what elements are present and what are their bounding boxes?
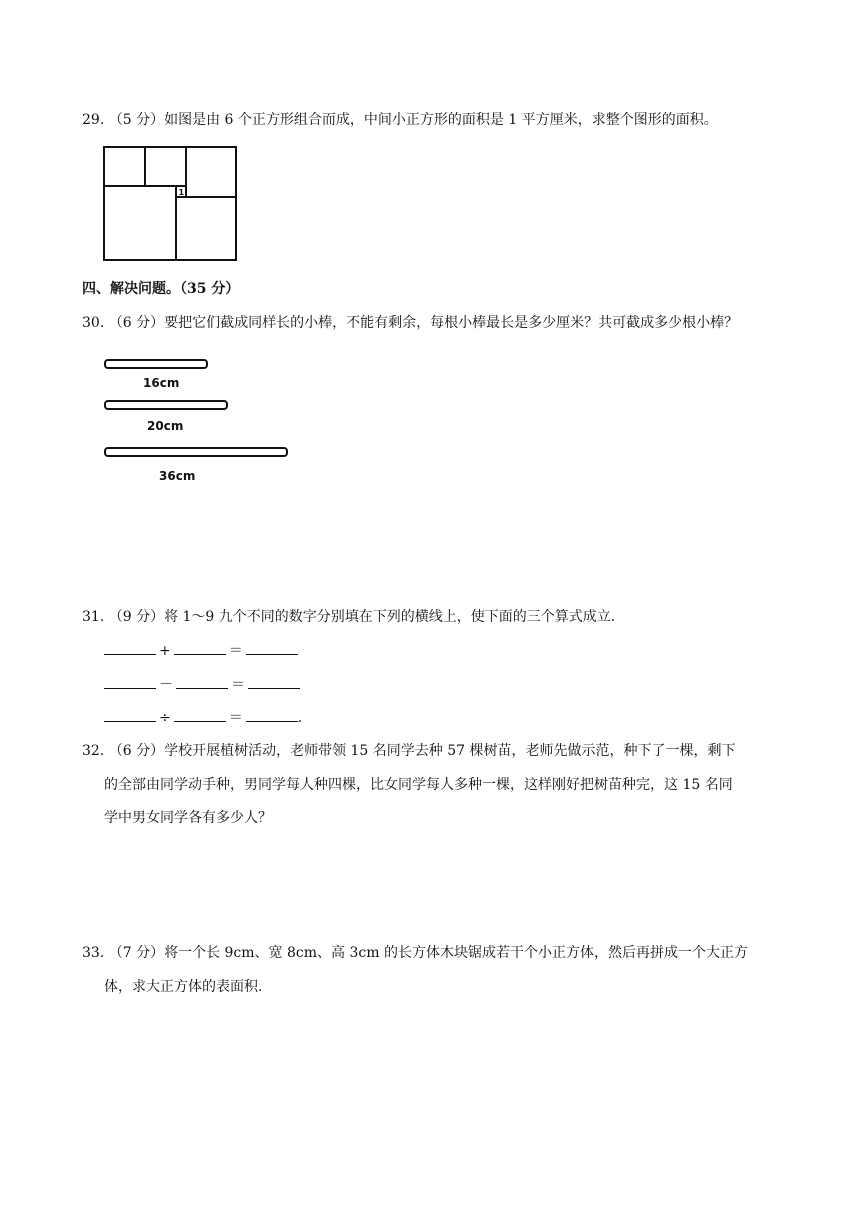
equals-sign: ＝ bbox=[231, 677, 245, 693]
stick-label-16: 16cm bbox=[143, 376, 180, 390]
minus-sign: － bbox=[159, 677, 173, 693]
q33-number: 33. bbox=[82, 945, 105, 961]
period: . bbox=[297, 710, 303, 726]
q31-body: （9 分）将 1～9 九个不同的数字分别填在下列的横线上，使下面的三个算式成立. bbox=[108, 609, 616, 625]
q33-body-1: （7 分）将一个长 9cm、宽 8cm、高 3cm 的长方体木块锯成若干个小正方体，然后再拼成一个大正方 bbox=[108, 945, 748, 961]
blank[interactable] bbox=[246, 707, 298, 722]
q29-body: （5 分）如图是由 6 个正方形组合而成，中间小正方形的面积是 1 平方厘米，求整个图形的面积。 bbox=[108, 112, 718, 128]
equals-sign: ＝ bbox=[228, 643, 243, 659]
outer-square-outline bbox=[104, 147, 236, 260]
section-heading: 四、解决问题。（35 分） bbox=[82, 281, 240, 297]
q30-sticks-figure bbox=[100, 348, 295, 488]
stick-36cm bbox=[105, 448, 287, 456]
blank[interactable] bbox=[174, 707, 226, 722]
q30-text bbox=[82, 313, 738, 333]
q32-number: 32. bbox=[82, 743, 105, 759]
unit-square-label: 1 bbox=[178, 188, 185, 197]
q31-number: 31. bbox=[82, 609, 105, 625]
q30-body: （6 分）要把它们截成同样长的小棒，不能有剩余，每根小棒最长是多少厘米？共可截成多少根小棒？ bbox=[108, 315, 739, 331]
q32-line3: 学中男女同学各有多少人？ bbox=[104, 810, 272, 826]
blank[interactable] bbox=[176, 674, 228, 689]
blank[interactable] bbox=[248, 674, 300, 689]
q30-number: 30. bbox=[82, 315, 105, 331]
q29-number: 29. bbox=[82, 112, 105, 128]
equals-sign: ＝ bbox=[228, 710, 243, 726]
q32-line1 bbox=[82, 741, 736, 761]
q33-line1 bbox=[82, 943, 748, 963]
q32-body-1: （6 分）学校开展植树活动，老师带领 15 名同学去种 57 棵树苗，老师先做示范，种下了一棵，剩下 bbox=[108, 743, 736, 759]
equation-add bbox=[104, 640, 298, 661]
stick-label-20: 20cm bbox=[147, 419, 184, 433]
blank[interactable] bbox=[104, 707, 156, 722]
blank[interactable] bbox=[174, 640, 226, 655]
blank[interactable] bbox=[246, 640, 298, 655]
stick-label-36: 36cm bbox=[159, 469, 196, 483]
divide-sign: ÷ bbox=[159, 710, 171, 726]
q31-text bbox=[82, 607, 615, 627]
stick-20cm bbox=[105, 401, 227, 409]
blank[interactable] bbox=[104, 674, 156, 689]
stick-16cm bbox=[105, 360, 207, 368]
equation-divide bbox=[104, 707, 302, 728]
q33-line2: 体，求大正方体的表面积. bbox=[104, 979, 263, 995]
equation-subtract bbox=[104, 674, 300, 695]
q29-text bbox=[82, 110, 718, 130]
q29-squares-figure bbox=[100, 144, 240, 264]
blank[interactable] bbox=[104, 640, 156, 655]
plus-sign: + bbox=[159, 643, 171, 659]
q32-line2: 的全部由同学动手种，男同学每人种四棵，比女同学每人多种一棵，这样刚好把树苗种完，这 15 名同 bbox=[104, 777, 733, 793]
